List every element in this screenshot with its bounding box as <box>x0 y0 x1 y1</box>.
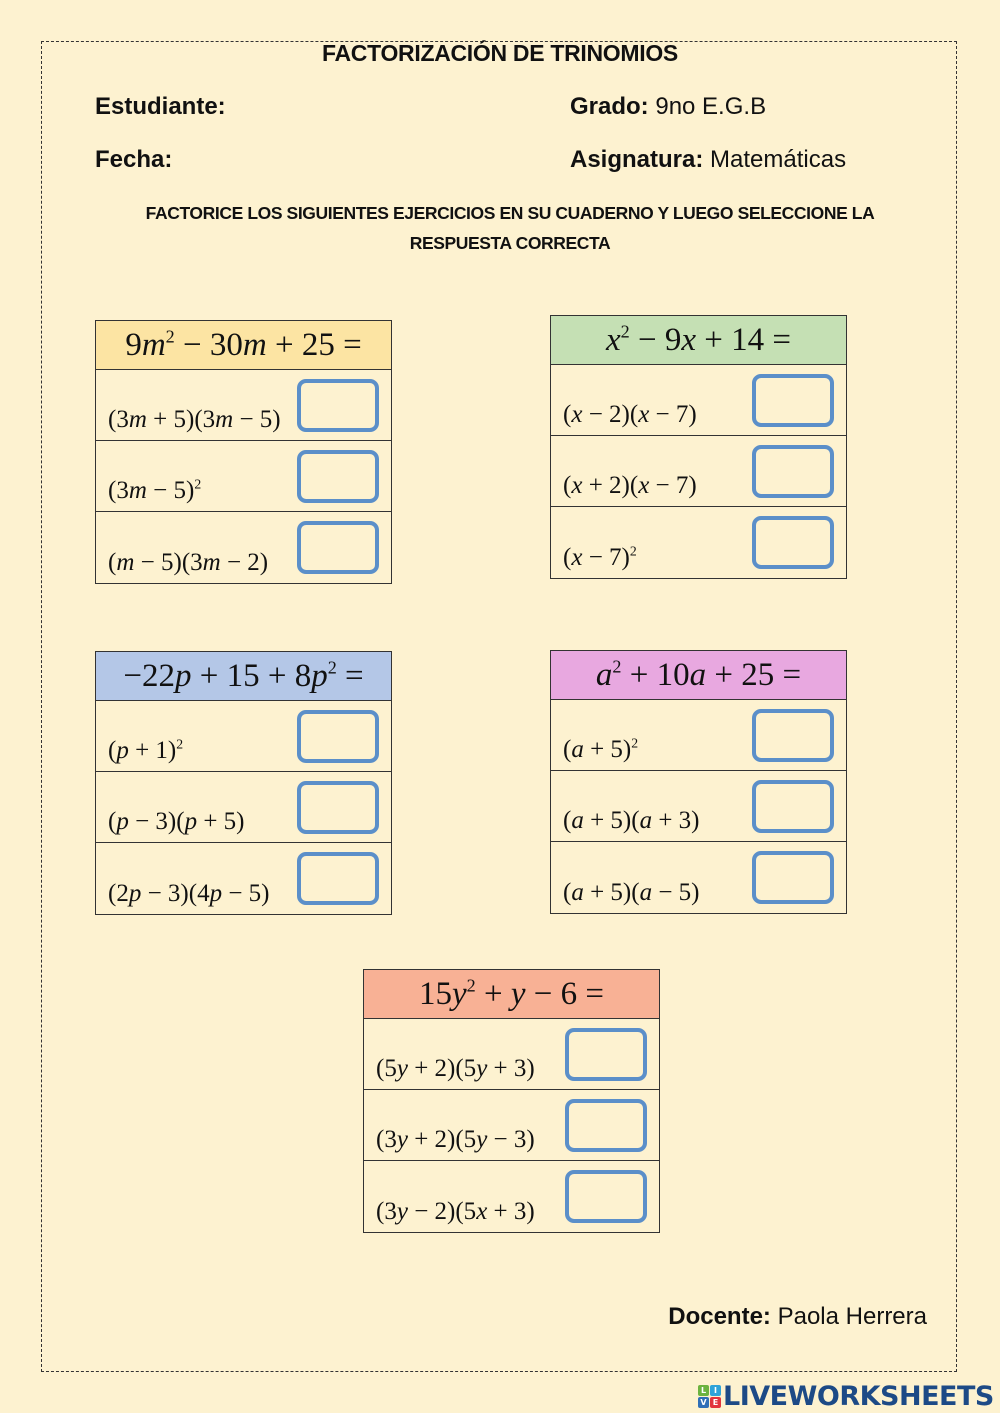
answer-option <box>96 512 391 583</box>
exercise-card <box>550 315 847 579</box>
answer-option-text: (p − 3)(p + 5) <box>108 808 245 835</box>
answer-option-text: $(x - 7)^2$ <box>563 543 637 571</box>
answer-option <box>364 1019 659 1090</box>
teacher-label: Docente: <box>668 1303 771 1330</box>
answer-checkbox[interactable] <box>565 1099 647 1152</box>
exercise-card <box>550 650 847 914</box>
grade-value: 9no E.G.B <box>648 93 767 120</box>
answer-option <box>96 843 391 914</box>
answer-checkbox[interactable] <box>297 379 379 432</box>
answer-option <box>364 1161 659 1232</box>
answer-option-text: $(a + 5)^2$ <box>563 735 639 763</box>
answer-option <box>551 771 846 842</box>
subject-label: Asignatura: <box>570 146 704 173</box>
answer-option-text: (5y + 2)(5y + 3) <box>376 1055 535 1082</box>
answer-checkbox[interactable] <box>565 1170 647 1223</box>
answer-checkbox[interactable] <box>297 521 379 574</box>
answer-checkbox[interactable] <box>752 374 834 427</box>
exercise-card <box>95 320 392 584</box>
answer-checkbox[interactable] <box>565 1028 647 1081</box>
worksheet-title: FACTORIZACIÓN DE TRINOMIOS <box>322 40 678 66</box>
answer-option <box>551 842 846 913</box>
student-label: Estudiante: <box>95 93 226 120</box>
exercise-expression: $-22p + 15 + 8p^2$ = <box>96 652 391 701</box>
answer-option-text: (x − 2)(x − 7) <box>563 401 697 428</box>
exercise-expression: $9m^2 - 30m + 25$ = <box>96 321 391 370</box>
answer-option <box>551 436 846 507</box>
answer-option-text: (3y − 2)(5x + 3) <box>376 1198 535 1225</box>
logo-tile: E <box>710 1397 721 1408</box>
answer-option <box>96 701 391 772</box>
answer-option-text: (2p − 3)(4p − 5) <box>108 880 270 907</box>
answer-option-text: (3m + 5)(3m − 5) <box>108 406 281 433</box>
answer-checkbox[interactable] <box>752 851 834 904</box>
logo-icon <box>698 1385 721 1408</box>
answer-option <box>96 772 391 843</box>
exercise-expression: $x^2 - 9x + 14$ = <box>551 316 846 365</box>
exercise-expression: $15y^2 + y - 6$ = <box>364 970 659 1019</box>
answer-checkbox[interactable] <box>297 710 379 763</box>
answer-option-text: $(3m - 5)^2$ <box>108 476 202 504</box>
subject-field <box>570 146 846 174</box>
answer-checkbox[interactable] <box>752 516 834 569</box>
liveworksheets-logo <box>698 1381 994 1412</box>
answer-option <box>96 441 391 512</box>
logo-tile: L <box>698 1385 709 1396</box>
exercise-card <box>95 651 392 915</box>
answer-option-text: (a + 5)(a + 3) <box>563 807 700 834</box>
teacher-value: Paola Herrera <box>770 1303 927 1330</box>
answer-option <box>96 370 391 441</box>
answer-option <box>551 700 846 771</box>
answer-checkbox[interactable] <box>752 709 834 762</box>
answer-checkbox[interactable] <box>297 450 379 503</box>
answer-option <box>364 1090 659 1161</box>
answer-option-text: (x + 2)(x − 7) <box>563 472 697 499</box>
answer-checkbox[interactable] <box>297 852 379 905</box>
instructions: FACTORICE LOS SIGUIENTES EJERCICIOS EN SU CUADERNO Y LUEGO SELECCIONE LA RESPUESTA CORRECTA <box>145 203 875 253</box>
answer-option-text: (a + 5)(a − 5) <box>563 879 700 906</box>
logo-tile: V <box>698 1397 709 1408</box>
answer-option-text: (3y + 2)(5y − 3) <box>376 1126 535 1153</box>
answer-option-text: (m − 5)(3m − 2) <box>108 549 269 576</box>
date-label: Fecha: <box>95 146 173 173</box>
answer-option <box>551 507 846 578</box>
exercise-card <box>363 969 660 1233</box>
answer-checkbox[interactable] <box>752 780 834 833</box>
answer-option <box>551 365 846 436</box>
answer-option-text: $(p + 1)^2$ <box>108 736 184 764</box>
answer-checkbox[interactable] <box>297 781 379 834</box>
grade-label: Grado: <box>570 93 649 120</box>
date-field <box>95 146 172 174</box>
student-field <box>95 93 226 121</box>
grade-field <box>570 93 766 121</box>
logo-text: LIVEWORKSHEETS <box>723 1381 994 1412</box>
exercise-expression: $a^2 + 10a + 25$ = <box>551 651 846 700</box>
logo-tile: I <box>710 1385 721 1396</box>
subject-value: Matemáticas <box>703 146 847 173</box>
teacher-field <box>668 1303 927 1331</box>
answer-checkbox[interactable] <box>752 445 834 498</box>
